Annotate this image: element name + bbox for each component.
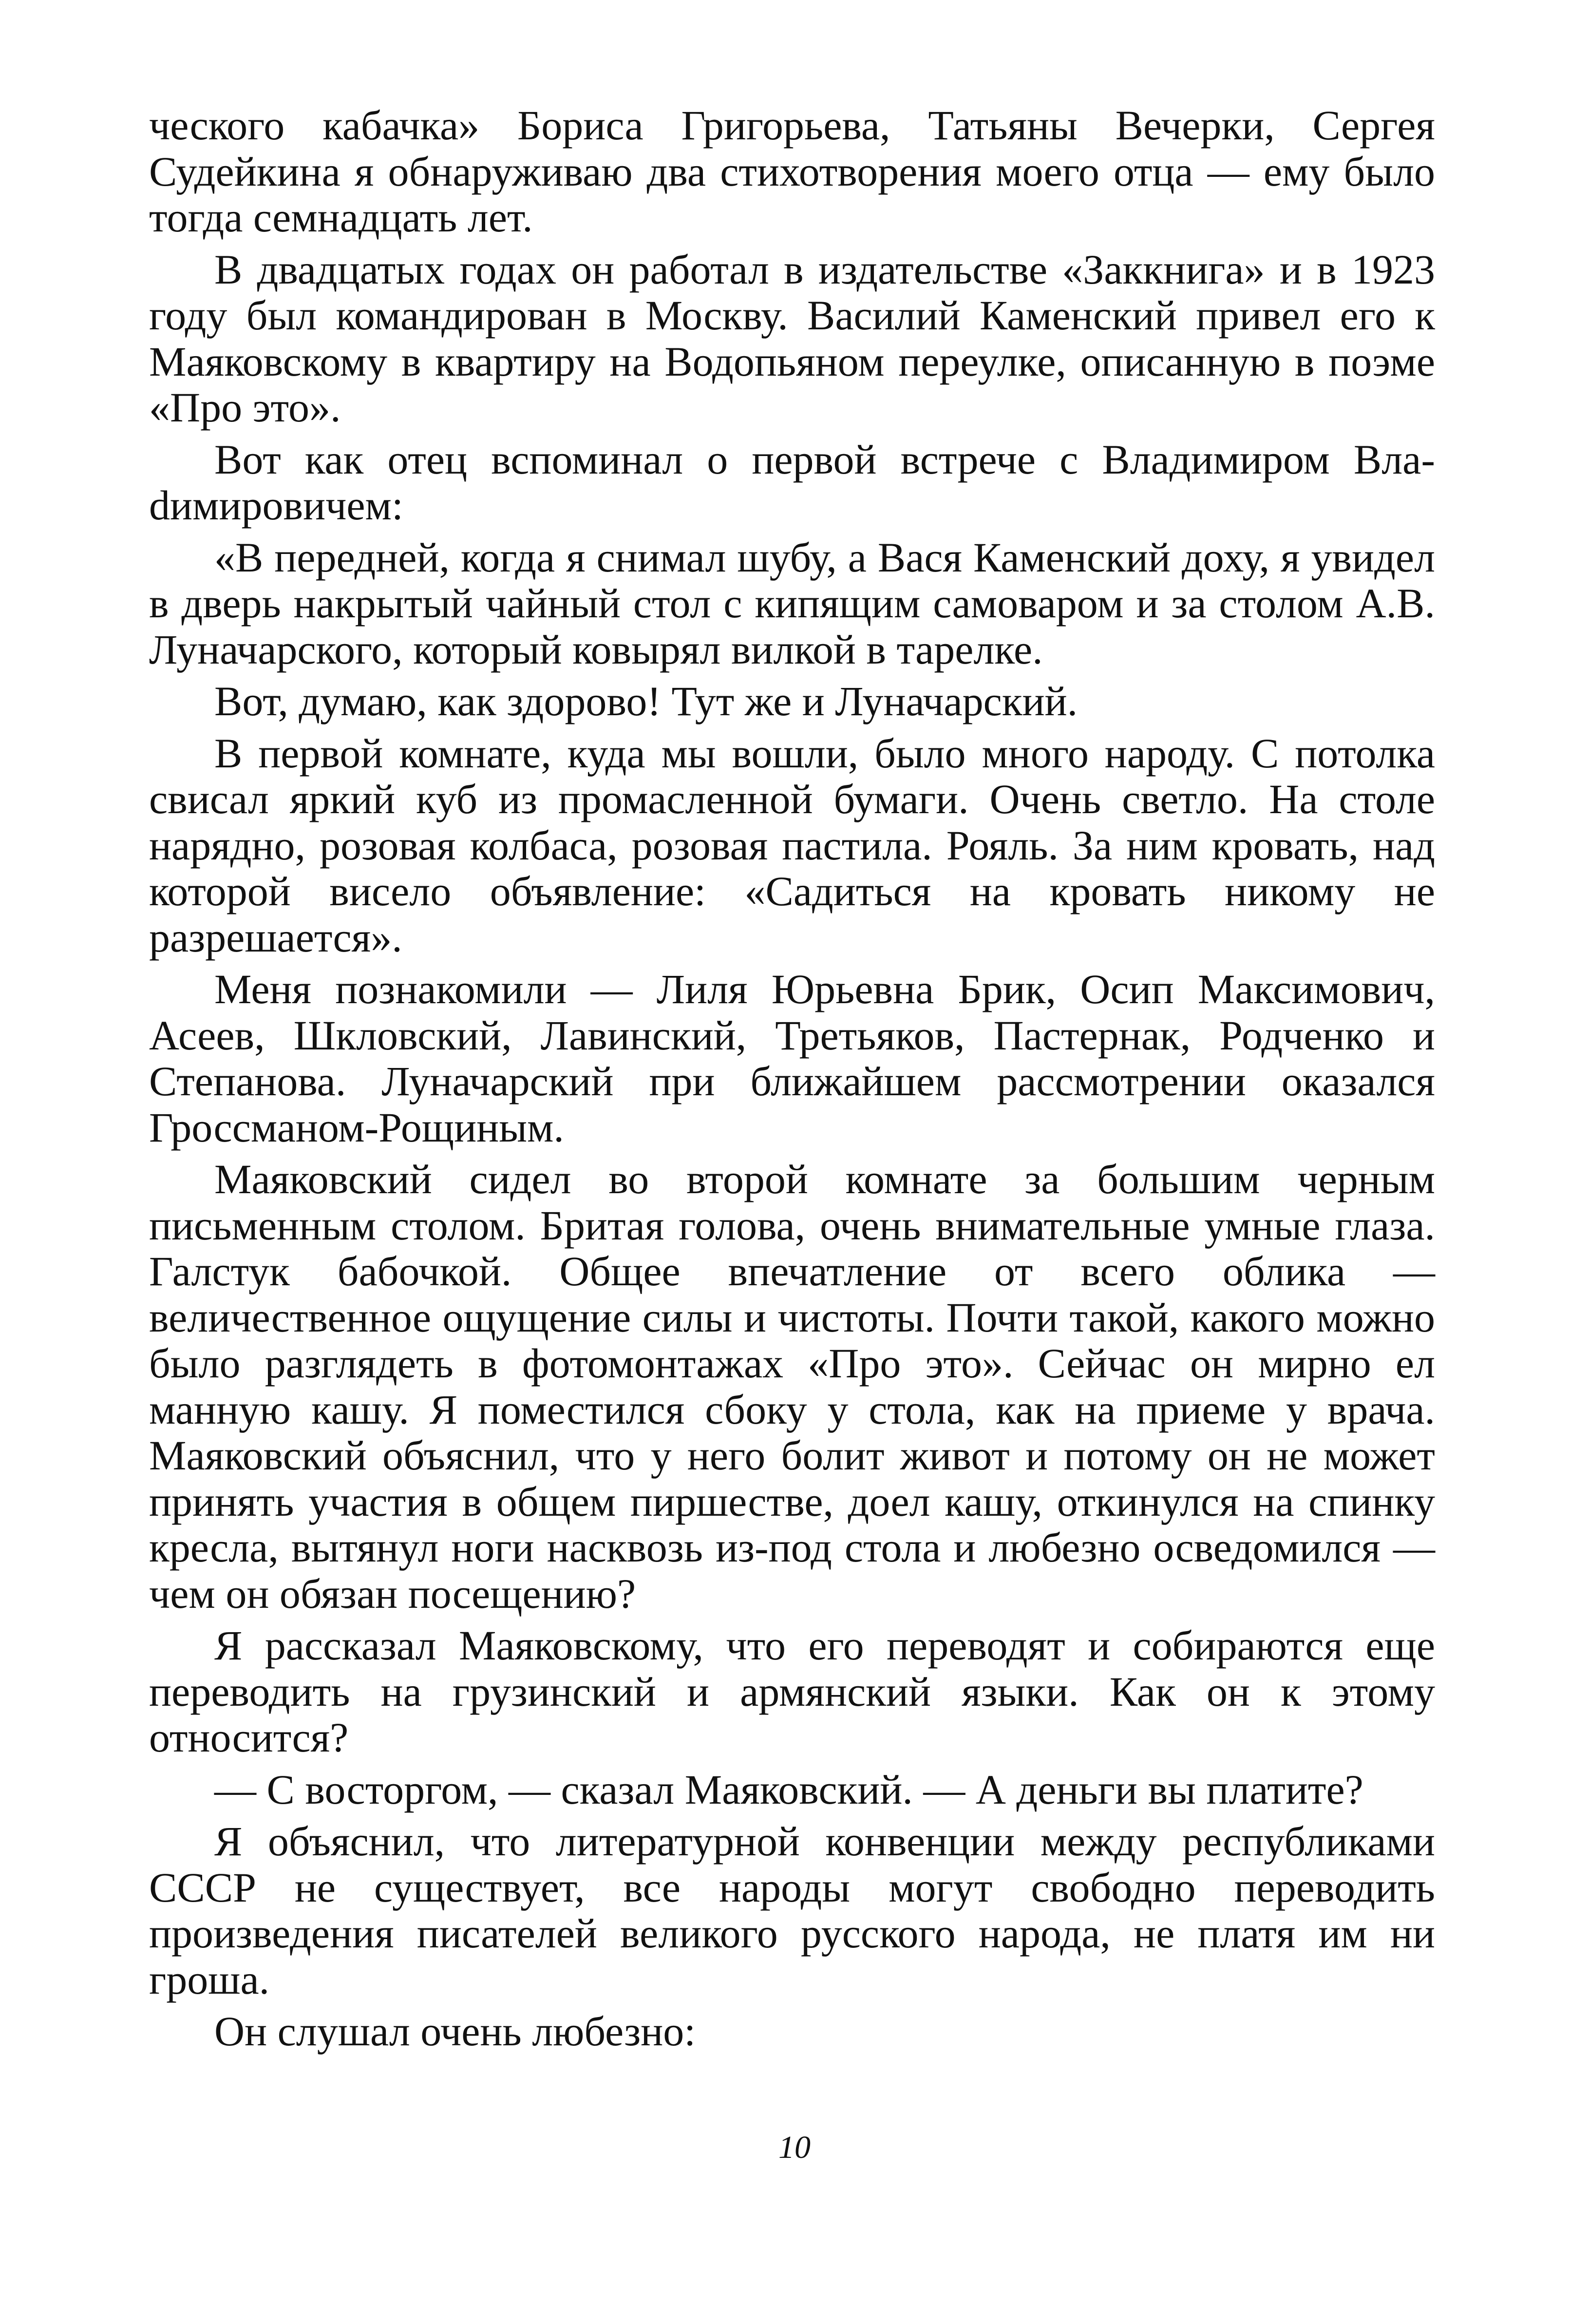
- paragraph-10: — С восторгом, — сказал Маяковский. — А деньги вы платите?: [214, 1766, 1363, 1813]
- paragraph-6: В первой комнате, куда мы вошли, было много народу. С потолка свисал яркий куб из промасленной бумаги. Очень светло. На столе нарядно, розовая колбаса, розовая пастила. Рояль. За ним кровать, над которой висело объявление: «Садиться на кровать никому не разрешается».: [149, 729, 1435, 961]
- page-number: 10: [778, 2130, 811, 2165]
- paragraph-8: Маяковский сидел во второй комнате за большим черным письменным столом. Бритая голова, очень внимательные умные глаза. Галстук бабочкой. Общее впечатление от всего облика — величественное ощущение силы и чистоты. Почти такой, какого можно было разглядеть в фотомонтажах «Про это». Сейчас он мирно ел манную кашу. Я поместился сбоку у стола, как на приеме у врача. Маяковский объяснил, что у него болит живот и потому он не может принять участия в общем пиршестве, доел кашу, откинулся на спинку кресла, вытянул ноги насквозь из-под стола и любезно осведомился — чем он обязан посещению?: [149, 1156, 1435, 1617]
- paragraph-5: Вот, думаю, как здорово! Тут же и Луначарский.: [214, 678, 1078, 724]
- body-text: [149, 102, 1435, 2060]
- paragraph-9: Я рассказал Маяковскому, что его переводят и собираются еще переводить на грузинский и армянский языки. Как он к этому относится?: [149, 1622, 1435, 1761]
- paragraph-11: Я объяснил, что литературной конвенции между республиками СССР не существует, все народы могут свободно переводить произведения писателей великого русского народа, не платя им ни гроша.: [149, 1818, 1435, 2003]
- paragraph-7: Меня познакомили — Лиля Юрьевна Брик, Осип Максимович, Асеев, Шкловский, Лавинский, Третьяков, Пастернак, Родченко и Степанова. Луначарский при ближайшем рассмотрении оказался Гроссманом-Рощиным.: [149, 966, 1435, 1151]
- paragraph-2: В двадцатых годах он работал в издательстве «Заккнига» и в 1923 году был командирован в Москву. Василий Каменский привел его к Маяковскому в квартиру на Водопьяном переулке, описанную в поэме «Про это».: [149, 246, 1435, 431]
- paragraph-12: Он слушал очень любезно:: [214, 2008, 696, 2055]
- paragraph-3: Вот как отец вспоминал о первой встрече с Владимиром Влаdимировичем:: [149, 436, 1435, 529]
- paragraph-4: «В передней, когда я снимал шубу, а Вася Каменский доху, я увидел в дверь накрытый чайный стол с кипящим самоваром и за столом А.В. Луначарского, который ковырял вилкой в тарелке.: [149, 533, 1435, 673]
- paragraph-1: ческого кабачка» Бориса Григорьева, Татьяны Вечерки, Сергея Судейкина я обнаруживаю два стихотворения моего отца — ему было тогда семнадцать лет.: [149, 102, 1435, 241]
